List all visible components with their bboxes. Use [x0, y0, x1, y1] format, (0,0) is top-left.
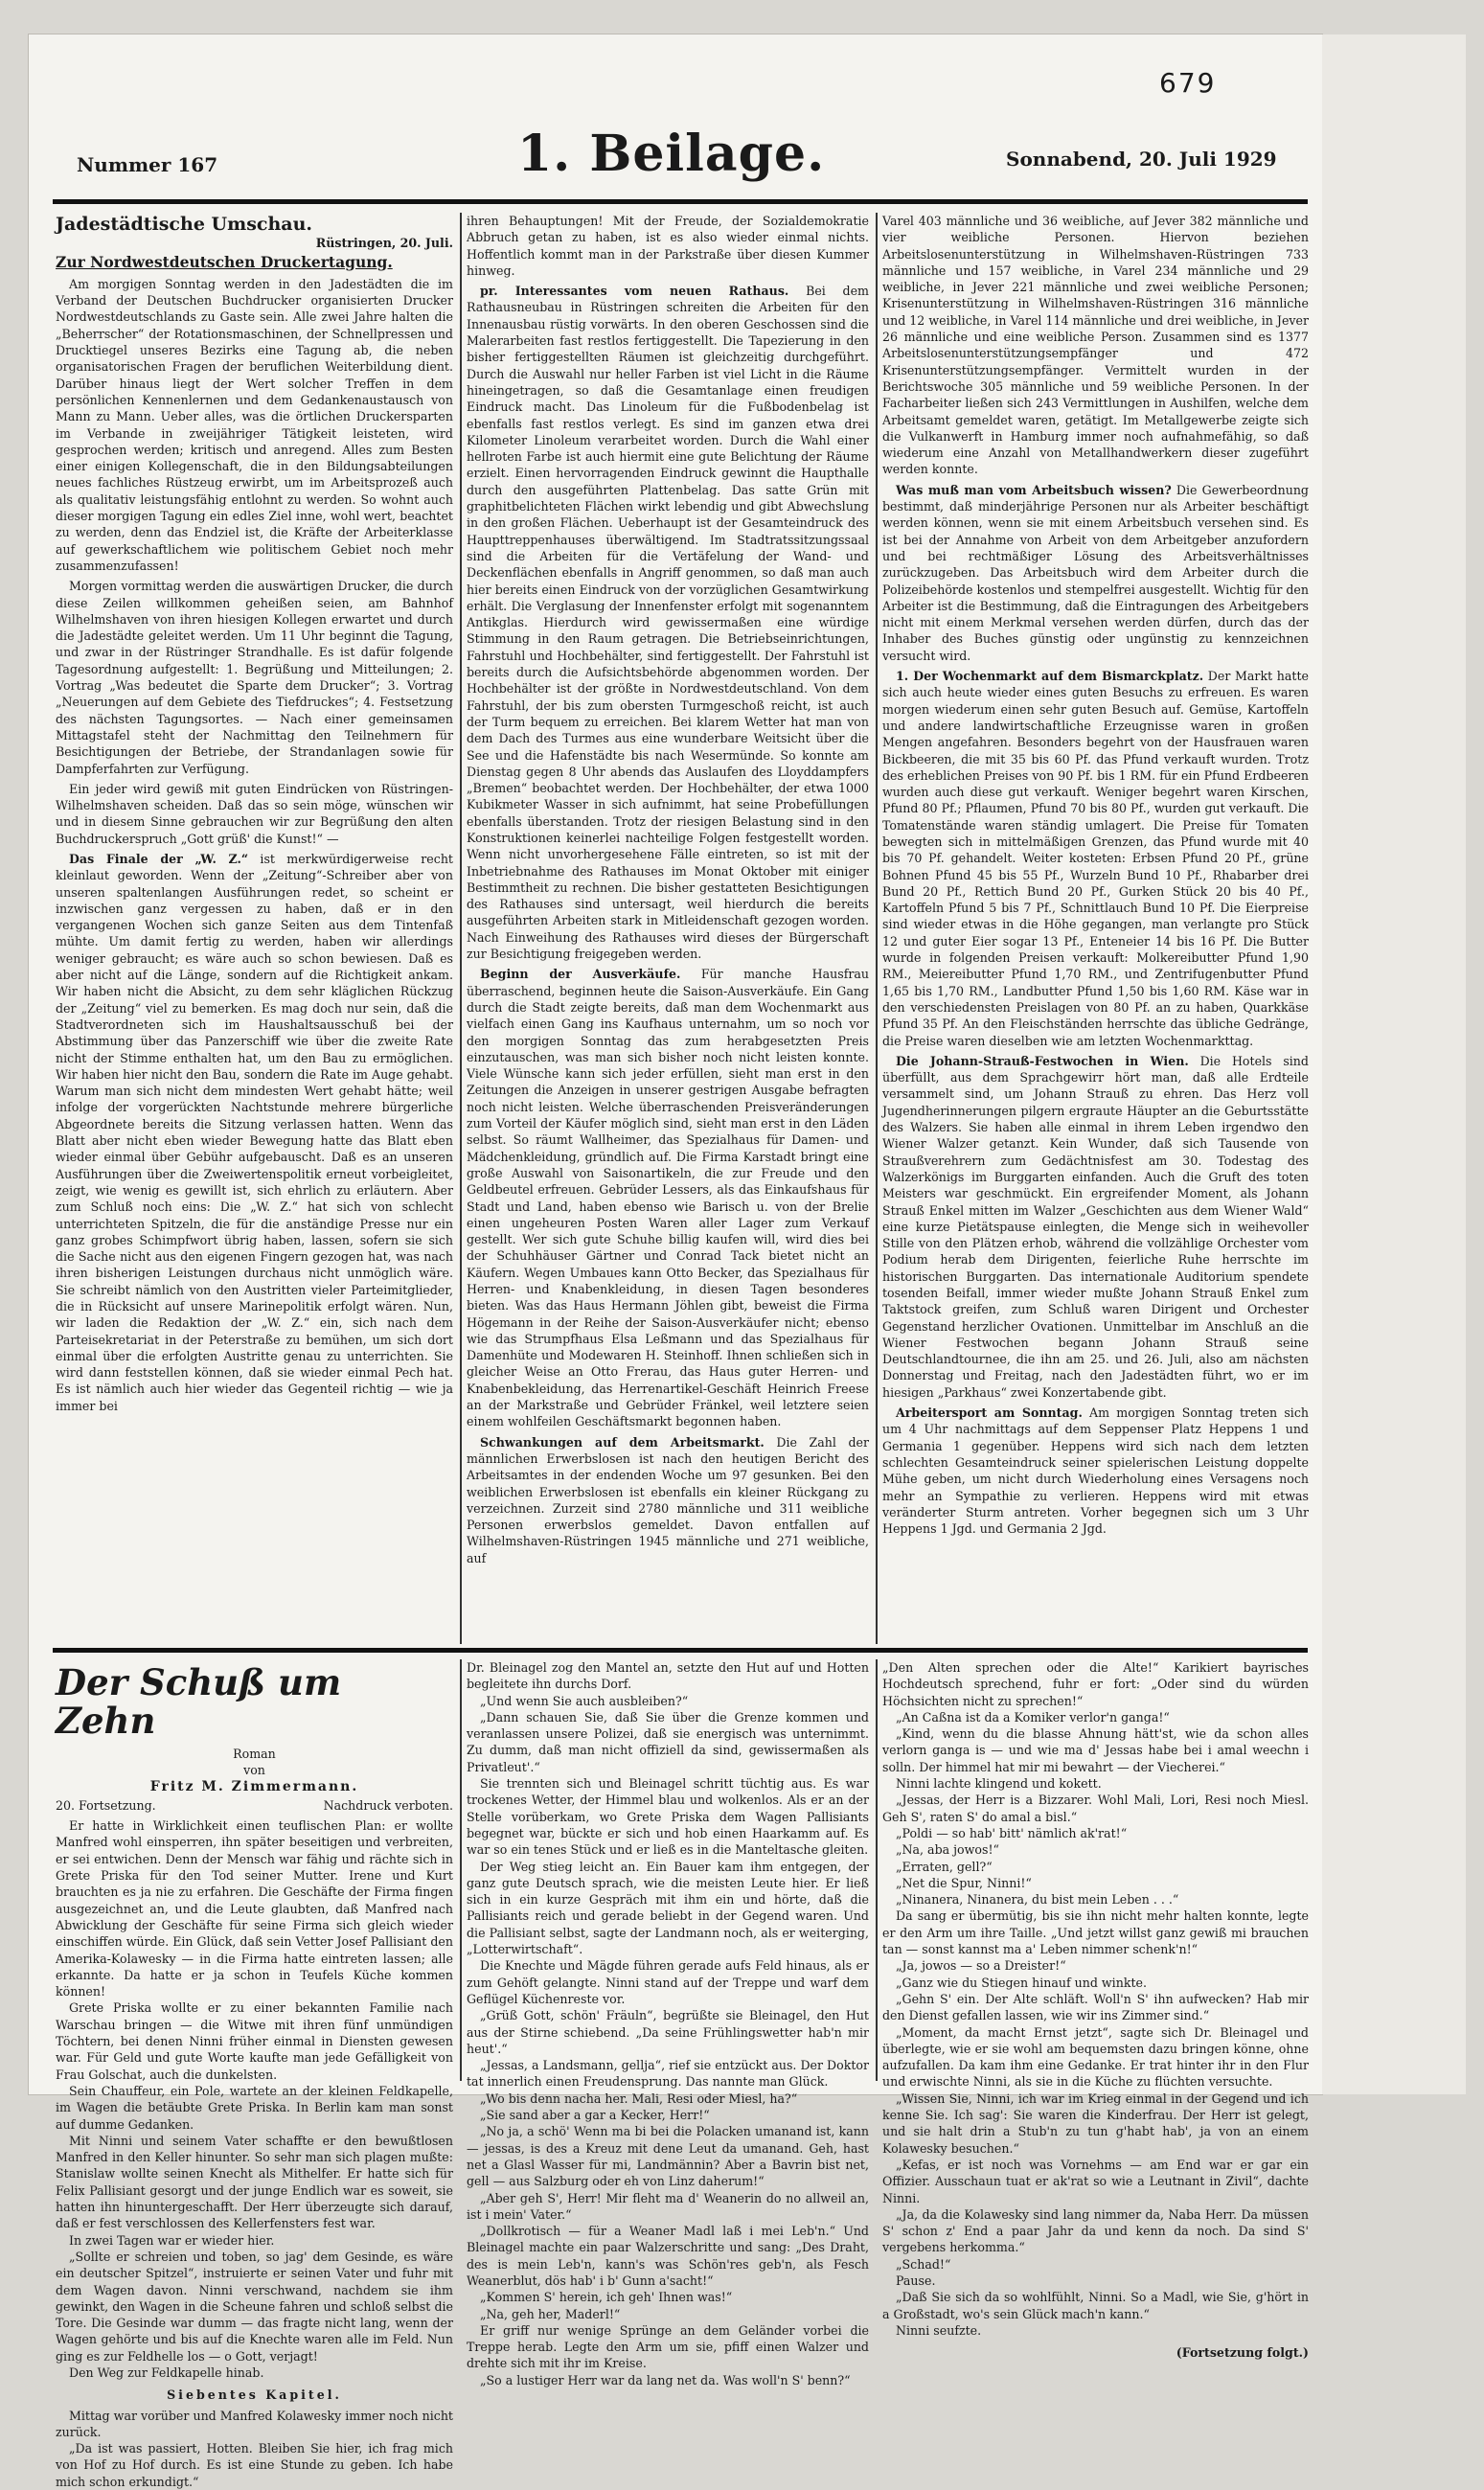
- article-heading: Was muß man vom Arbeitsbuch wissen?: [896, 482, 1172, 497]
- paragraph: „Sie sand aber a gar a Kecker, Herr!“: [480, 2108, 710, 2123]
- paragraph-text: Die Zahl der männlichen Erwerbslosen ist nach den heutigen Bericht des Arbeitsamtes in der endenden Woche um 97 gesunken. Bei den weiblichen Erwerbslosen ist ebenfalls ein kleiner Rückgang zu verzeichnen. Zurzeit sind 2780 männliche und 311 weibliche Personen erwerbslos gemeldet. Davon entfallen auf Wilhelmshaven-Rüstringen 1945 männliche und 271 weibliche, auf: [467, 1434, 869, 1565]
- paragraph: Varel 403 männliche und 36 weibliche, auf Jever 382 männliche und vier weibliche Personen. Hiervon beziehen Arbeitslosenunterstützung in Wilhelmshaven-Rüstringen 733 männliche und 157 weibliche, in Varel 234 männliche und 29 weibliche, in Jever 221 männliche und zwei weibliche Personen; Krisenunterstützung in Wilhelmshaven-Rüstringen 316 männliche und 12 weibliche, in Varel 114 männliche und drei weibliche, in Jever 26 männliche und eine weibliche Person. Zusammen sind es 1377 Arbeitslosenunterstützungsempfänger und 472 Krisenunterstützungsempfänger. Vermittelt wurden in der Berichtswoche 305 männliche und 59 weibliche Personen. In der Facharbeiter ließen sich 243 Vermittlungen in Aushilfen, welche dem Arbeitsamt gemeldet waren, getätigt. Im Metallgewerbe zeigte sich die Vulkanwerft in Hamburg immer noch aufnahmefähig, so daß wiederum eine Anzahl von Metallhandwerkern dieser zugeführt werden konnte.: [882, 214, 1309, 477]
- paragraph-text: Am morgigen Sonntag treten sich um 4 Uhr nachmittags auf dem Seppenser Platz Heppens 1 und Germania 1 gegenüber. Heppens wird sich nach dem letzten schlechten Gesamteindruck seiner spielerischen Leistung doppelte Mühe geben, um nicht durch Wiederholung eines Versagens noch mehr an Sympathie zu verlieren. Heppens wird mit etwas veränderter Sturm antreten. Vorher begegnen sich um 3 Uhr Heppens 1 Jgd. und Germania 2 Jgd.: [882, 1405, 1309, 1537]
- paragraph: Ninni seufzte.: [896, 2322, 982, 2338]
- paragraph: „Erraten, gell?“: [896, 1859, 993, 1874]
- paragraph-text: Bei dem Rathausneubau in Rüstringen schreiten die Arbeiten für den Innenausbau rüstig vorwärts. In den oberen Geschossen sind die Malerarbeiten fast restlos fertiggestellt. Die Tapezierung in den bisher fertiggestellten Räumen ist gleichzeitig durchgeführt. Durch die Auswahl nur heller Farben ist viel Licht in die Räume hineingetragen, so daß die Gesamtanlage einen freudigen Eindruck macht. Das Linoleum für die Fußbodenbelag ist ebenfalls fast restlos verlegt. Es sind im ganzen etwa drei Kilometer Linoleum verarbeitet worden. Durch die Wahl einer hellroten Farbe ist auch hiermit eine gute Belichtung der Räume erzielt. Einen hervorragenden Eindruck gewinnt die Haupthalle durch den ausgeführten Plattenbelag. Das satte Grün mit graphitbelichteten Flächen wirkt lebendig und gibt Abwechslung in den großen Flächen. Ueberhaupt ist der Gesamteindruck des Haupttreppenhauses überwältigend. Im Stadtratssitzungssaal sind die Arbeiten für die Vertäfelung der Wand- und Deckenflächen ebenfalls in Angriff genommen, so daß man auch hier bereits einen Eindruck von der vorzüglichen Gesamtwirkung erhält. Die Verglasung der Innenfenster erfolgt mit sogenanntem Antikglas. Hierdurch wird gewissermaßen eine würdige Stimmung in den Raum getragen. Die Betriebseinrichtungen, Fahrstuhl und Hochbehälter, sind fertiggestellt. Der Fahrstuhl ist bereits durch die Aufsichtsbehörde abgenommen worden. Der Hochbehälter ist der größte in Nordwestdeutschland. Von dem Fahrstuhl, der bis zum obersten Turmgeschoß reicht, ist auch der Turm bequem zu erreichen. Bei klarem Wetter hat man von dem Dach des Turmes aus eine wunderbare Weitsicht über die See und die Hafenstädte bis nach Wesermünde. So konnte am Dienstag gegen 8 Uhr abends das Auslaufen des Lloyddampfers „Bremen“ beobachtet werden. Der Hochbehälter, der etwa 1000 Kubikmeter Wasser in sich aufnimmt, hat seine Probefüllungen ebenfalls überstanden. Trotz der riesigen Belastung sind in den Konstruktionen keinerlei nachteilige Folgen festgestellt worden. Wenn nicht unvorhergesehene Fälle eintreten, so ist mit der Inbetriebnahme des Rathauses im Monat Oktober mit einiger Bestimmtheit zu rechnen. Die bisher gestatteten Besichtigungen des Rathauses sind untersagt, weil hierdurch die bereits ausgeführten Arbeiten stark in Mitleidenschaft gezogen worden. Nach Einweihung des Rathauses wird dieses der Bürgerschaft zur Besichtigung freigegeben werden.: [467, 284, 869, 962]
- column-2: [467, 213, 869, 1644]
- paragraph: „An Caßna ist da a Komiker verlor'n ganga!“: [896, 1709, 1170, 1725]
- column-1: [56, 213, 453, 1644]
- paragraph: Sein Chauffeur, ein Pole, wartete an der kleinen Feldkapelle, im Wagen die betäubte Grete Priska. In Berlin kam man sonst auf dumme Gedanken.: [56, 2083, 453, 2132]
- paragraph: „Ganz wie du Stiegen hinauf und winkte.: [896, 1975, 1147, 1990]
- issue-number: Nummer 167: [77, 153, 218, 176]
- paragraph: „Dann schauen Sie, daß Sie über die Grenze kommen und veranlassen unsere Polizei, daß sie energisch was unternimmt. Zu dumm, daß man nicht offiziell da sind, gewissermaßen als Privatleut'.“: [467, 1709, 869, 1774]
- reprint-notice: Nachdruck verboten.: [323, 1797, 453, 1813]
- article-heading: Zur Nordwestdeutschen Druckertagung.: [56, 252, 393, 271]
- dateline: Rüstringen, 20. Juli.: [315, 236, 453, 251]
- paragraph: „Schad!“: [896, 2256, 951, 2272]
- paragraph: „Na, geh her, Maderl!“: [480, 2306, 621, 2321]
- paragraph: Am morgigen Sonntag werden in den Jadestädten die im Verband der Deutschen Buchdrucker organisierten Drucker Nordwestdeutschlands zu Gaste sein. Alle zwei Jahre halten die „Beherrscher“ der Rotationsmaschinen, der Schnellpressen und Drucktiegel unseres Bezirks eine Tagung ab, die neben organisatorischen Fragen der beruflichen Weiterbildung dient. Darüber hinaus liegt der Wert solcher Treffen in dem persönlichen Kennenlernen und dem Gedankenaustausch von Mann zu Mann. Ueber alles, was die örtlichen Druckersparten im Verbande in zweijähriger Tätigkeit leisteten, wird gesprochen werden; kritisch und anregend. Alles zum Besten einer einigen Kollegenschaft, die in den Bildungsabteilungen neues fachliches Rüstzeug erwirbt, um im Arbeitsprozeß auch als qualitativ leistungsfähig entlohnt zu werden. So wohnt auch dieser morgigen Tagung ein edles Ziel inne, wohl wert, beachtet zu werden, denn das Endziel ist, die Kräfte der Arbeiterklasse auf gewerkschaftlichem wie politischem Gebiet noch mehr zusammenzufassen!: [56, 276, 453, 573]
- paragraph: „No ja, a schö' Wenn ma bi bei die Polacken umanand ist, kann — jessas, is des a Kreuz mit dene Leut da umanand. Geh, hast net a Glasl Wasser für mi, Landmännin? Aber a Bavrin bist net, gell — aus Salzburg oder eh von Linz daherum!“: [467, 2124, 869, 2189]
- paragraph: „Und wenn Sie auch ausbleiben?“: [480, 1693, 689, 1708]
- paragraph: [882, 668, 1309, 1049]
- paragraph: „Na, aba jowos!“: [896, 1842, 999, 1858]
- section-rule: [53, 1648, 1308, 1653]
- paragraph: „So a lustiger Herr war da lang net da. Was woll'n S' benn?“: [480, 2372, 851, 2387]
- paragraph: Mittag war vorüber und Manfred Kolawesky immer noch nicht zurück.: [56, 2408, 453, 2439]
- paragraph: „Aber geh S', Herr! Mir fleht ma d' Weanerin do no allweil an, ist i mein' Vater.“: [467, 2190, 869, 2222]
- section-title: Jadestädtische Umschau.: [56, 214, 313, 235]
- paragraph: „Kefas, er ist noch was Vornehms — am End war er gar ein Offizier. Ausschaun tuat er ak'rat so wie a Leutnant in Zivil“, dachte Ninni.: [882, 2157, 1309, 2205]
- paragraph: „Jessas, a Landsmann, gellja“, rief sie entzückt aus. Der Doktor tat innerlich einen Freudensprung. Das nannte man Glück.: [467, 2058, 869, 2090]
- column-rule: [876, 213, 878, 1644]
- paragraph: „Poldi — so hab' bitt' nämlich ak'rat!“: [896, 1825, 1128, 1840]
- chapter-heading: Siebentes Kapitel.: [167, 2387, 342, 2403]
- column-rule: [876, 1659, 878, 2081]
- serial-title: Der Schuß um Zehn: [56, 1661, 342, 1742]
- article-heading: Beginn der Ausverkäufe.: [480, 967, 681, 982]
- paragraph: „Wissen Sie, Ninni, ich war im Krieg einmal in der Gegend und ich kenne Sie. Ich sag': Sie waren die Kinderfrau. Der Herr ist gelegt, und sie halt drin a Stub'n zu tun g'habt hab', ja von an einem Kolawesky besuchen.“: [882, 2090, 1309, 2156]
- paragraph-text: Für manche Hausfrau überraschend, beginnen heute die Saison-Ausverkäufe. Ein Gang durch die Stadt zeigte bereits, daß man dem Wochenmarkt aus vielfach einen Gang ins Kaufhaus unternahm, um so noch vor den morgigen Sonntag das zum herabgesetzten Preis einzutauschen, was man sich bisher noch nicht leisten konnte. Viele Wünsche kann sich jeder erfüllen, sieht man erst in den Zeitungen die Anzeigen in unserer gestrigen Ausgabe befragten noch nicht leisten. Welche überraschenden Preisveränderungen zum Vorteil der Käufer möglich sind, sieht man erst in den Läden selbst. So räumt Wallheimer, das Spezialhaus für Damen- und Mädchenkleidung, gründlich auf. Die Firma Karstadt bringt eine große Auswahl von Saisonartikeln, die zur Freude und den Geldbeutel erfreuen. Gebrüder Lessers, als das Einkaufshaus für Stadt und Land, haben ebenso wie Barisch u. von der Brelie einen ungeheuren Posten Waren aller Lager zum Verkauf gestellt. Wer sich gute Schuhe billig kaufen will, wird dies bei der Schuhhäuser Gärtner und Conrad Tack bietet nicht an Käufern. Wegen Umbaues kann Otto Becker, das Spezialhaus für Herren- und Knabenkleidung, in diesen Tagen besonderes bieten. Was das Haus Hermann Jöhlen gibt, beweist die Firma Högemann in der Reihe der Saison-Ausverkäufer nicht; ebenso wie das Strumpfhaus Elsa Leßmann und das Spezialhaus für Damenhüte und Modewaren H. Steinhoff. Ihnen schließen sich in gleicher Weise an Otto Frerau, das Haus guter Herren- und Knabenbekleidung, das Herrenartikel-Geschäft Heinrich Freese an der Markstraße und Gebrüder Fränkel, weil letztere seien einem wohlfeilen Geschäftsmarkt begonnen haben.: [467, 967, 870, 1429]
- paragraph: Dr. Bleinagel zog den Mantel an, setzte den Hut auf und Hotten begleitete ihn durchs Dorf.: [467, 1660, 869, 1692]
- paragraph: „Da ist was passiert, Hotten. Bleiben Sie hier, ich frag mich von Hof zu Hof durch. Es ist eine Stunde zu geben. Ich habe mich schon erkundigt.“: [56, 2441, 453, 2489]
- paragraph: In zwei Tagen war er wieder hier.: [69, 2232, 275, 2248]
- paragraph: [467, 283, 869, 962]
- serial-column-3: [882, 1659, 1309, 2361]
- paragraph: ihren Behauptungen! Mit der Freude, der Sozialdemokratie Abbruch getan zu haben, ist es also wieder einmal nichts. Hoffentlich kommt man in der Parkstraße über diesen Kummer hinweg.: [467, 214, 869, 278]
- page-number: 679: [1159, 67, 1217, 99]
- paragraph: Der Weg stieg leicht an. Ein Bauer kam ihm entgegen, der ganz gute Deutsch sprach, wie die meisten Leute hier. Er ließ sich in ein kurze Gespräch mit ihm ein und hörte, daß die Pallisiants reich und gerade beliebt in der Gegend waren. Und die Pallisiant selbst, sagte der Landmann noch, als er weiterging, „Lotterwirtschaft“.: [467, 1859, 869, 1957]
- issue-date: Sonnabend, 20. Juli 1929: [1006, 148, 1277, 171]
- paragraph: „Jessas, der Herr is a Bizzarer. Wohl Mali, Lori, Resi noch Miesl. Geh S', raten S' do amal a bisl.“: [882, 1793, 1309, 1824]
- paragraph: „Grüß Gott, schön' Fräuln“, begrüßte sie Bleinagel, den Hut aus der Stirne schiebend. „Da seine Frühlingswetter hab'n mir heut'.“: [467, 2008, 869, 2056]
- paragraph-text: Die Gewerbeordnung bestimmt, daß minderjährige Personen nur als Arbeiter beschäftigt werden können, wenn sie mit einem Arbeitsbuch versehen sind. Es ist bei der Annahme von Arbeit von dem Arbeitgeber anzufordern und bei rechtmäßiger Lösung des Arbeitsverhältnisses zurückzugeben. Das Arbeitsbuch wird dem Arbeiter durch die Polizeibehörde kostenlos und stempelfrei ausgestellt. Wichtig für den Arbeiter ist die Bestimmung, daß die Eintragungen des Arbeitgebers nicht mit einem Merkmal versehen werden dürfen, durch das der Inhaber des Buches günstig oder ungünstig zu kennzeichnen versucht wird.: [882, 482, 1309, 663]
- paragraph: [467, 966, 869, 1429]
- scan-background: [1322, 34, 1466, 2094]
- paragraph: „Gehn S' ein. Der Alte schläft. Woll'n S' ihn aufwecken? Hab mir den Dienst gefallen lassen, wie wir ins Zimmer sind.“: [882, 1991, 1309, 2023]
- article-heading: pr. Interessantes vom neuen Rathaus.: [480, 284, 789, 299]
- paragraph: „Kommen S' herein, ich geh' Ihnen was!“: [480, 2290, 733, 2305]
- article-heading: Schwankungen auf dem Arbeitsmarkt.: [480, 1434, 765, 1450]
- paragraph-text: Der Markt hatte sich auch heute wieder eines guten Besuchs zu erfreuen. Es waren morgen wiederum einen sehr guten Besuch auf. Gemüse, Kartoffeln und andere landwirtschaftliche Erzeugnisse waren in großen Mengen angefahren. Besonders begehrt von der Hausfrauen waren Bickbeeren, die mit 35 bis 60 Pf. das Pfund verkauft wurden. Trotz des erheblichen Preises von 90 Pf. bis 1 RM. für ein Pfund Erdbeeren wurden auch diese gut verkauft. Weniger begehrt waren Kirschen, Pfund 80 Pf.; Pflaumen, Pfund 70 bis 80 Pf., wurden gut verkauft. Die Tomatenstände waren ständig umlagert. Die Preise für Tomaten bewegten sich in mittelmäßigen Grenzen, das Pfund wurde mit 40 bis 70 Pf. gehandelt. Weiter kosteten: Erbsen Pfund 20 Pf., grüne Bohnen Pfund 45 bis 55 Pf., Wurzeln Bund 10 Pf., Rhabarber drei Bund 20 Pf., Rettich Bund 20 Pf., Gurken Stück 20 bis 40 Pf., Kartoffeln Pfund 5 bis 7 Pf., Schnittlauch Bund 10 Pf. Die Eierpreise sind wieder etwas in die Höhe gegangen, man verlangte pro Stück 12 und guter Eier sogar 13 Pf., Enteneier 14 bis 16 Pf. Die Butter wurde in folgenden Preisen verkauft: Molkereibutter Pfund 1,90 RM., Meiereibutter Pfund 1,70 RM., und Zentrifugenbutter Pfund 1,65 bis 1,70 RM., Landbutter Pfund 1,50 bis 1,60 RM. Käse war in den verschiedensten Preislagen von 80 Pf. an zu haben, Quarkkäse Pfund 35 Pf. An den Fleischständen herrschte das übliche Gedränge, die Preise waren dieselben wie am letzten Wochenmarkttag.: [882, 669, 1309, 1048]
- paragraph: Er griff nur wenige Sprünge an dem Geländer vorbei die Treppe herab. Legte den Arm um sie, pfiff einen Walzer und drehte sich mit ihr im Kreise.: [467, 2322, 869, 2371]
- paragraph: „Den Alten sprechen oder die Alte!“ Karikiert bayrisches Hochdeutsch sprechend, fuhr er fort: „Oder sind du würden Höchsichten nicht zu sprechen!“: [882, 1660, 1309, 1708]
- serial-meta: [56, 1797, 453, 1814]
- installment-number: 20. Fortsetzung.: [56, 1797, 156, 1813]
- paragraph: „Dollkrotisch — für a Weaner Madl laß i mei Leb'n.“ Und Bleinagel machte ein paar Walzerschritte und sang: „Des Draht, des is mein Leb'n, kann's was Schön'res geb'n, als Fesch Weanerblut, dös hab' i b' Gunn a'sacht!“: [467, 2224, 869, 2288]
- paragraph-text: ist merkwürdigerweise recht kleinlaut geworden. Wenn der „Zeitung“-Schreiber aber von unseren spaltenlangen Ausführungen redet, so scheint er inzwischen ganz vergessen zu haben, daß er in den vergangenen Wochen sich ganze Seiten aus dem Tintenfaß mühte. Um damit fertig zu werden, haben wir allerdings weniger gebraucht; es wäre auch so schon bewiesen. Daß es aber nicht auf die Länge, sondern auf die Richtigkeit ankam. Wir haben nicht die Absicht, zu dem sehr kläglichen Rückzug der „Zeitung“ viel zu bemerken. Es mag doch nur sein, daß die Stadtverordneten sich im Haushaltsausschuß bei der Abstimmung über das Panzerschiff wie über die zweite Rate nicht der Stimme enthalten hat, um den Bau zu ermöglichen. Wir haben hier nicht den Bau, sondern die Rate im Auge gehabt. Warum man sich nicht dem mindesten Wert gehabt hätte; weil infolge der vorgerückten Nachtstunde mehrere bürgerliche Abgeordnete bereits die Sitzung verlassen hatten. Wenn das Blatt aber nicht eben wieder Bewegung hatte das Blatt eben wieder einmal über Gebühr aufgebauscht. Daß es an unseren Ausführungen über die Zweiwertenspolitik erneut vorbeigleitet, zeigt, wie wenig es gewillt ist, sich ehrlich zu erläutern. Aber zum Schluß noch eins: Die „W. Z.“ hat sich von schlecht unterrichteten Spitzeln, die für die anständige Presse nur ein ganz grobes Schimpfwort übrig haben, lassen, sofern sie sich die Sache nicht aus den eigenen Fingern gezogen hat, was nach ihren bisherigen Leistungen durchaus nicht unmöglich wäre. Sie schreibt nämlich von den Austritten vieler Parteimitglieder, die in Rücksicht auf unsere Marinepolitik erfolgt wären. Nun, wir laden die Redaktion der „W. Z.“ ein, sich nach dem Parteisekretariat in der Peterstraße zu bemühen, um sich dort einmal über die erfolgten Austritte genau zu unterrichten. Sie wird dann feststellen können, daß sie wieder einmal Pech hat. Es ist nämlich auch hier wieder das Gegenteil richtig — wie ja immer bei: [56, 851, 453, 1413]
- paragraph: „Net die Spur, Ninni!“: [896, 1875, 1032, 1890]
- paragraph: [56, 851, 453, 1414]
- paragraph: [882, 1405, 1309, 1537]
- paragraph: „Moment, da macht Ernst jetzt“, sagte sich Dr. Bleinagel und überlegte, wie er sie wohl am bequemsten dazu bringen könne, ohne aufzufallen. Da kam ihm eine Gedanke. Er trat hinter ihr in den Flur und erwischte Ninni, als sie in die Küche zu flüchten versuchte.: [882, 2024, 1309, 2090]
- paragraph: Ein jeder wird gewiß mit guten Eindrücken von Rüstringen-Wilhelmshaven scheiden. Daß das so sein möge, wünschen wir und in diesem Sinne gebrauchen wir zur Begrüßung den alten Buchdruckerspruch „Gott grüß' die Kunst!“ —: [56, 781, 453, 846]
- column-rule: [460, 1659, 462, 2081]
- paragraph: Mit Ninni und seinem Vater schaffte er den bewußtlosen Manfred in den Keller hinunter. So sehr man sich plagen mußte: Stanislaw wollte seinen Knecht als Mithelfer. Er hatte sich für Felix Pallisiant gesorgt und der junge Endlich war es soweit, sie hatten ihn hinuntergeschafft. Der Herr überzeugte sich darauf, daß er fest verschlossen des Kellerfensters fest war.: [56, 2133, 453, 2231]
- serial-column-2: [467, 1659, 869, 2387]
- paragraph: „Sollte er schreien und toben, so jag' dem Gesinde, es wäre ein deutscher Spitzel“, instruierte er seinen Vater und fuhr mit dem Wagen davon. Ninni verschwand, nachdem sie ihm gewinkt, den Wagen in die Scheune fahren und schloß selbst die Tore. Die Gesinde war dumm — das fragte nicht lang, wenn der Wagen gehörte und bis auf die Knechte waren alle im Feld. Nun ging es zur Feldhelle los — o Gott, verjagt!: [56, 2249, 453, 2364]
- article-heading: Arbeitersport am Sonntag.: [896, 1405, 1083, 1421]
- article-heading: Die Johann-Strauß-Festwochen in Wien.: [896, 1053, 1189, 1068]
- paragraph: „Ja, jowos — so a Dreister!“: [896, 1958, 1066, 1974]
- paragraph: Pause.: [896, 2273, 936, 2288]
- column-rule: [460, 213, 462, 1644]
- paragraph: Den Weg zur Feldkapelle hinab.: [69, 2364, 264, 2380]
- paragraph: Die Knechte und Mägde führen gerade aufs Feld hinaus, als er zum Gehöft gelangte. Ninni stand auf der Treppe und warf dem Geflügel Küchenreste vor.: [467, 1958, 869, 2006]
- paragraph: „Wo bis denn nacha her. Mali, Resi oder Miesl, ha?“: [480, 2090, 798, 2106]
- paragraph: „Kind, wenn du die blasse Ahnung hätt'st, wie da schon alles verlorn ganga is — und wie ma d' Jessas habe bei i amal weechn i solln. Der himmel hat mir mi bewahrt — der Viecherei.“: [882, 1726, 1309, 1774]
- serial-von: von: [243, 1763, 265, 1778]
- paragraph: [882, 1053, 1309, 1401]
- paragraph: „Ninanera, Ninanera, du bist mein Leben . . .“: [896, 1892, 1179, 1907]
- paragraph: [882, 482, 1309, 664]
- paragraph: Sie trennten sich und Bleinagel schritt tüchtig aus. Es war trockenes Wetter, der Himmel blau und wolkenlos. Als er an der Stelle vorüberkam, wo Grete Priska dem Wagen Pallisiants begegnet war, bückte er sich und hob einen Haarkamm auf. Es war so ein tenes Stück und er ließ es in die Manteltasche gleiten.: [467, 1776, 869, 1858]
- paragraph: Ninni lachte klingend und kokett.: [896, 1776, 1102, 1792]
- continuation-note: (Fortsetzung folgt.): [1176, 2345, 1309, 2361]
- paragraph-lead: Das Finale der „W. Z.“: [69, 851, 249, 866]
- header-rule: [53, 199, 1308, 204]
- serial-column-1: [56, 1659, 453, 2489]
- paragraph: „Daß Sie sich da so wohlfühlt, Ninni. So a Madl, wie Sie, g'hört in a Großstadt, wo's sein Glück mach'n kann.“: [882, 2290, 1309, 2321]
- paragraph: Morgen vormittag werden die auswärtigen Drucker, die durch diese Zeilen willkommen geheißen seien, am Bahnhof Wilhelmshaven von ihren hiesigen Kollegen erwartet und durch die Jadestädte geleitet werden. Um 11 Uhr beginnt die Tagung, und zwar in der Rüstringer Strandhalle. Es ist dafür folgende Tagesordnung aufgestellt: 1. Begrüßung und Mitteilungen; 2. Vortrag „Was bedeutet die Sparte dem Drucker“; 3. Vortrag „Neuerungen auf dem Gebiete des Tiefdruckes“; 4. Festsetzung des nächsten Tagungsortes. — Nach einer gemeinsamen Mittagstafel steht der Nachmittag den Teilnehmern für Besichtigungen der Betriebe, der Strandanlagen sowie für Dampferfahrten zur Verfügung.: [56, 579, 453, 776]
- paragraph: [467, 1434, 869, 1566]
- article-heading: 1. Der Wochenmarkt auf dem Bismarckplatz.: [896, 669, 1204, 684]
- paragraph: Grete Priska wollte er zu einer bekannten Familie nach Warschau bringen — die Witwe mit ihren fünf unmündigen Töchtern, bei denen Ninni früher einmal in Diensten gewesen war. Für Geld und gute Worte kaufte man jede Gefälligkeit von Frau Golschat, auch die dunkelsten.: [56, 2000, 453, 2082]
- serial-genre: Roman: [233, 1747, 276, 1761]
- column-3: [882, 213, 1309, 1644]
- paragraph: „Ja, da die Kolawesky sind lang nimmer da, Naba Herr. Da müssen S' schon z' End a paar Jahr da und kenn da noch. Da sind S' vergebens herkomma.“: [882, 2206, 1309, 2255]
- serial-author: Fritz M. Zimmermann.: [149, 1778, 359, 1794]
- paragraph-text: Die Hotels sind überfüllt, aus dem Sprachgewirr hört man, daß alle Erdteile versammelt sind, um Johann Strauß zu ehren. Das Herz voll Jugendherinnerungen pilgern ergraute Häupter an die Geburtsstätte des Walzers. Sie haben alle einmal in ihrem Leben irgendwo den Wiener Walzer getanzt. Kein Wunder, daß sich Tausende von Straußverehrern zum Gedächtnisfest am 30. Todestag des Walzerkönigs im Burggarten einfanden. Auch die Gruft des toten Meisters war geschmückt. Ein ergreifender Moment, als Johann Strauß Enkel mitten im Walzer „Geschichten aus dem Wiener Wald“ eine kurze Pietätspause einlegten, die Menge sich in weihevoller Stille von den Plätzen erhob, während die vollzählige Orchester vom Podium herab dem Dirigenten, feierliche Ruhe herrschte im historischen Burggarten. Das internationale Auditorium spendete tosenden Beifall, immer wieder mußte Johann Strauß Enkel zum Taktstock greifen, zum Schluß waren Dirigent und Orchester Gegenstand herzlicher Ovationen. Unmittelbar im Anschluß an die Wiener Festwochen begann Johann Strauß seine Deutschlandtournee, die ihn am 25. und 26. Juli, also am nächsten Donnerstag und Freitag, nach den Jadestädten führt, wo er im hiesigen „Parkhaus“ zwei Konzertabende gibt.: [882, 1053, 1309, 1400]
- paragraph: Er hatte in Wirklichkeit einen teuflischen Plan: er wollte Manfred wohl einsperren, ihn später beseitigen und verbreiten, er sei entwichen. Denn der Mensch war fähig und rächte sich in Grete Priska für den Tod seiner Mutter. Irene und Kurt brauchten es ja nie zu erfahren. Die Geschäfte der Firma fingen ausgezeichnet an, und die Leute glaubten, daß Manfred nach Abwicklung der Geschäfte für seine Firma sich gleich wieder einschiffen würde. Ein Glück, daß sein Vetter Josef Pallisiant den Amerika-Kolawesky — in die Firma hatte eintreten lassen; alle erkannte. Da hatte er ja schon in Teufels Küche kommen können!: [56, 1818, 453, 1999]
- paragraph: Da sang er übermütig, bis sie ihn nicht mehr halten konnte, legte er den Arm um ihre Taille. „Und jetzt willst ganz gewiß mi brauchen tan — sonst kannst ma a' Leben nimmer schenk'n!“: [882, 1908, 1309, 1957]
- supplement-title: 1. Beilage.: [517, 125, 826, 183]
